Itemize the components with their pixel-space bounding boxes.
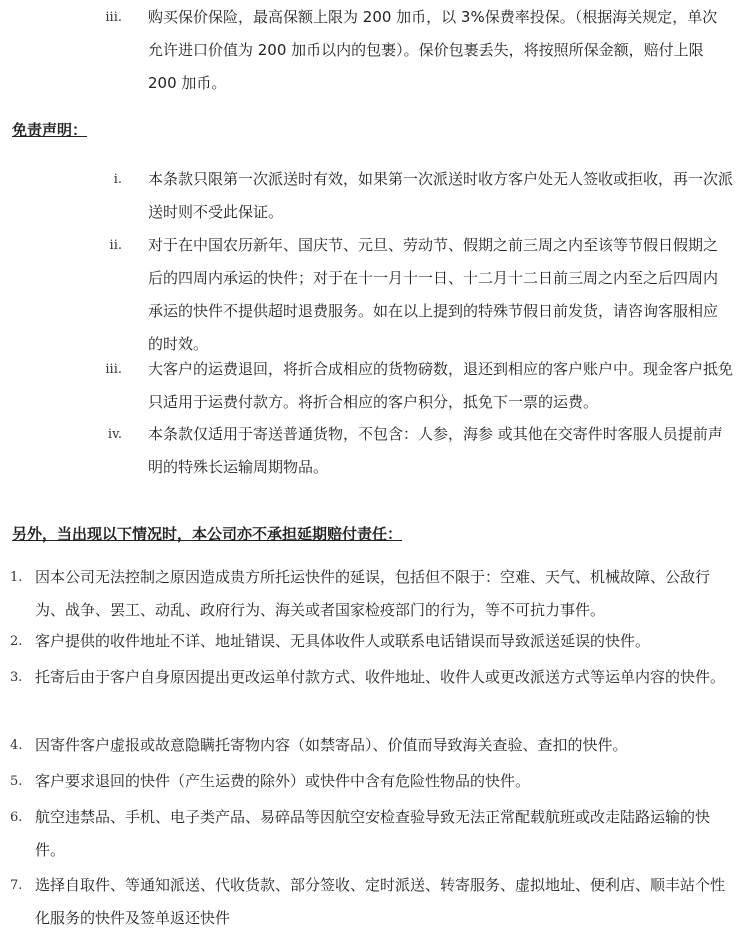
list-marker: 1.	[10, 570, 23, 585]
list-item-text: 因寄件客户虚报或故意隐瞒托寄物内容（如禁寄品）、价值而导致海关查验、查扣的快件。	[35, 736, 628, 754]
list-marker: 2.	[10, 634, 23, 649]
list-marker: 7.	[10, 878, 23, 893]
list-item-text: 因本公司无法控制之原因造成贵方所托运快件的延误，包括但不限于：空难、天气、机械故障、公敌行为、战争、罢工、动乱、政府行为、海关或者国家检疫部门的行为，等不可抗力事件。	[35, 568, 711, 619]
list-marker: i.	[113, 172, 122, 187]
list-item-text: 本条款只限第一次派送时有效，如果第一次派送时收方客户处无人签收或拒收，再一次派送时则不受此保证。	[148, 170, 734, 221]
list-item-text: 对于在中国农历新年、国庆节、元旦、劳动节、假期之前三周之内至该等节假日假期之后的四周内承运的快件；对于在十一月十一日、十二月十二日前三周之内至之后四周内承运的快件不提供超时退费服务。如在以上提到的特殊节假日前发货，请咨询客服相应的时效。	[148, 236, 719, 353]
list-item-text: 大客户的运费退回，将折合成相应的货物磅数，退还到相应的客户账户中。现金客户抵免只适用于运费付款方。将折合相应的客户积分，抵免下一票的运费。	[148, 360, 734, 411]
list-marker: 6.	[10, 810, 23, 825]
list-marker: iii.	[105, 10, 122, 25]
section-heading-exclusions: 另外，当出现以下情况时，本公司亦不承担延期赔付责任：	[12, 525, 403, 543]
section-heading-disclaimer: 免责声明：	[12, 121, 88, 139]
list-marker: iii.	[105, 362, 122, 377]
list-item-text: 客户要求退回的快件（产生运费的除外）或快件中含有危险性物品的快件。	[35, 772, 531, 790]
list-marker: iv.	[107, 427, 122, 442]
list-marker: ii.	[109, 238, 122, 253]
list-item-text: 购买保价保险，最高保额上限为 200 加币，以 3%保费率投保。（根据海关规定，单次允许进口价值为 200 加币以内的包裹）。保价包裹丢失，将按照所保金额，赔付上限 200 加币。	[148, 8, 718, 92]
list-item-text: 客户提供的收件地址不详、地址错误、无具体收件人或联系电话错误而导致派送延误的快件。	[35, 632, 651, 650]
list-item-text: 航空违禁品、手机、电子类产品、易碎品等因航空安检查验导致无法正常配载航班或改走陆路运输的快件。	[35, 808, 711, 859]
list-item-text: 选择自取件、等通知派送、代收货款、部分签收、定时派送、转寄服务、虚拟地址、便利店、顺丰站个性化服务的快件及签单返还快件	[35, 876, 726, 927]
list-marker: 3.	[10, 670, 23, 685]
list-item-text: 托寄后由于客户自身原因提出更改运单付款方式、收件地址、收件人或更改派送方式等运单内容的快件。	[35, 668, 726, 686]
list-marker: 4.	[10, 738, 23, 753]
list-marker: 5.	[10, 774, 23, 789]
list-item-text: 本条款仅适用于寄送普通货物，不包含：人参，海参 或其他在交寄件时客服人员提前声明的特殊长运输周期物品。	[148, 425, 723, 476]
